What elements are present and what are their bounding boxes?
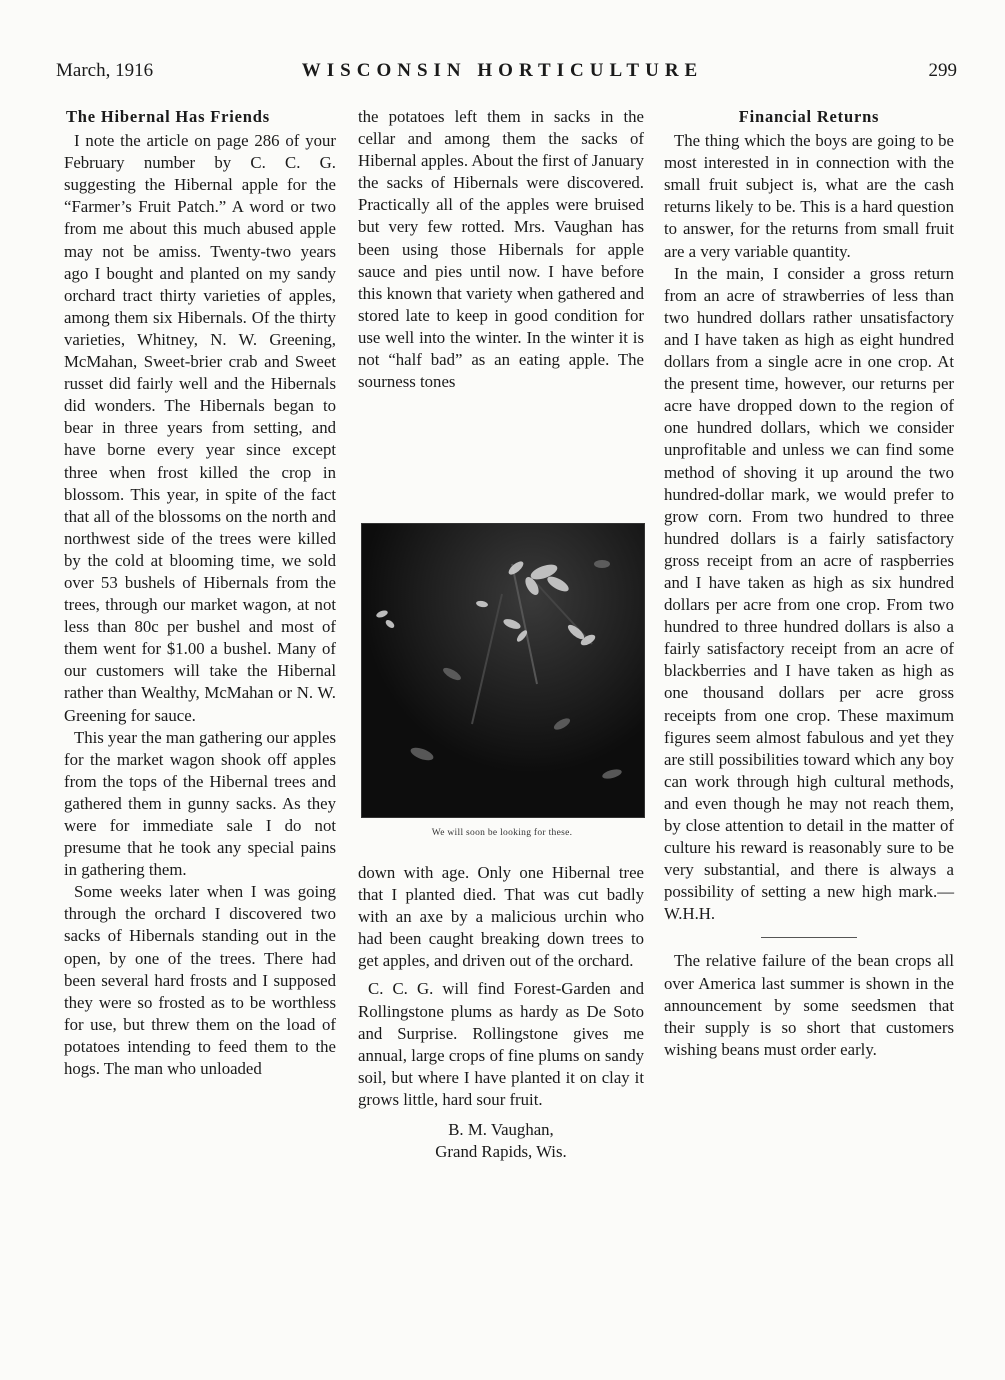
photo-caption: We will soon be looking for these. — [431, 828, 573, 838]
blossom-photo — [361, 523, 645, 818]
bean-note: The relative failure of the bean crops all over America last summer is shown in the announcement by some seedsmen that their supply is so short that customers wishing beans must order early. — [664, 951, 954, 1059]
column-1 — [64, 106, 336, 1080]
divider — [761, 937, 857, 938]
article-paragraph: The thing which the boys are going to be most interested in in connection with the small fruit subject is, what are the cash returns likely to be. This is a hard question to answer, for the returns from small fruit are a very variable quantity. — [664, 131, 954, 261]
article-title-hibernal: The Hibernal Has Friends — [66, 107, 270, 126]
column-3 — [664, 106, 954, 1061]
article-paragraph: I note the article on page 286 of your February number by C. C. G. suggesting the Hibernal apple for the “Farmer’s Fruit Patch.” A word or two from me about this much abused apple may not be amiss. Twenty-two years ago I bought and planted on my sandy orchard tract thirty varieties of apples, among them six Hibernals. Of the thirty varieties, Whitney, N. W. Greening, McMahan, Sweet-brier crab and Sweet russet did fairly well and the Hibernals did wonders. The Hibernals began to bear in three years from setting, and have borne every year since except three when frost killed the crop in blossom. This year, in spite of the fact that all of the blossoms on the north and northwest side of the trees were killed by the cold at blooming time, we sold over 53 bushels of Hibernals from the trees, through our market wagon, at not less than 80c per bushel and most of them went for $1.00 a bushel. Many of our customers will take the Hibernal rather than Wealthy, McMahan or N. W. Greening for sauce. — [64, 131, 336, 725]
signature-name: B. M. Vaughan, — [448, 1120, 554, 1140]
apple-blossom-image — [362, 524, 644, 817]
page-header — [0, 60, 1005, 84]
article-paragraph: This year the man gathering our apples for the market wagon shook off apples from the tops of the Hibernal trees and gathered them in gunny sacks. As they were for immediate sale I do not presume that he took any special pains in gathering them. — [64, 727, 336, 880]
photo-figure — [361, 523, 643, 838]
issue-date: March, 1916 — [56, 60, 154, 81]
article-paragraph: C. C. G. will find Forest-Garden and Rollingstone plums as hardy as De Soto and Surprise. Rollingstone gives me annual, large crops of fine plums on sandy soil, but where I have planted it on clay it grows little, hard sour fruit. — [358, 979, 644, 1109]
article-title-financial: Financial Returns — [738, 107, 880, 126]
signature-place: Grand Rapids, Wis. — [435, 1142, 567, 1162]
article-paragraph-split: Some weeks later when I was going through the orchard I discovered two sacks of Hibernals standing out in the open, by one of the trees. There had been several hard frosts and I supposed they were so frosted as to be worthless for use, but threw them on the load of potatoes intending to feed them to the hogs. The man who unloaded — [64, 882, 336, 1079]
column-2-bottom — [358, 862, 644, 1163]
page-number: 299 — [928, 60, 957, 81]
journal-title: WISCONSIN HORTICULTURE — [301, 60, 704, 81]
article-paragraph: down with age. Only one Hibernal tree that I planted died. That was cut badly with an axe by a malicious urchin who had been caught breaking down trees to get apples, and driven out of the orchard. — [358, 863, 644, 971]
article-paragraph: In the main, I consider a gross return from an acre of strawberries of less than two hundred dollars rather unsatisfactory and I have taken as high as eight hundred dollars from a single acre in one crop. At the present time, however, our returns per acre have dropped down to the region of one hundred dollars, which we consider unprofitable and unless we can find some method of shoving it up around the two hundred-dollar mark, we would prefer to grow corn. From two hundred to three hundred dollars is a fairly satisfactory gross receipt from an acre of raspberries and I have taken as high as six hundred dollars per acre from one crop. From two hundred to three hundred dollars is also a fairly satisfactory receipt from an acre of blackberries and I have taken as high as one thousand dollars per acre gross receipts from one crop. These maximum figures seem almost fabulous and yet they are still possibilities toward which any boy can work through high cultural methods, and even though he may not reach them, by close attention to detail in the matter of culture his reward is reasonably sure to be very substantial, and there is always a possibility of setting a new high mark.—W.H.H. — [664, 263, 954, 924]
column-2 — [358, 106, 644, 393]
article-paragraph-continued: the potatoes left them in sacks in the cellar and among them the sacks of Hibernal apples. About the first of January the sacks of Hibernals were discovered. Practically all of the apples were bruised but very few rotted. Mrs. Vaughan has been using those Hibernals for apple sauce and pies until now. I have before this known that variety when gathered and stored late to keep in good condition for use well into the winter. In the winter it is not “half bad” as an eating apple. The sourness tones — [358, 107, 644, 392]
